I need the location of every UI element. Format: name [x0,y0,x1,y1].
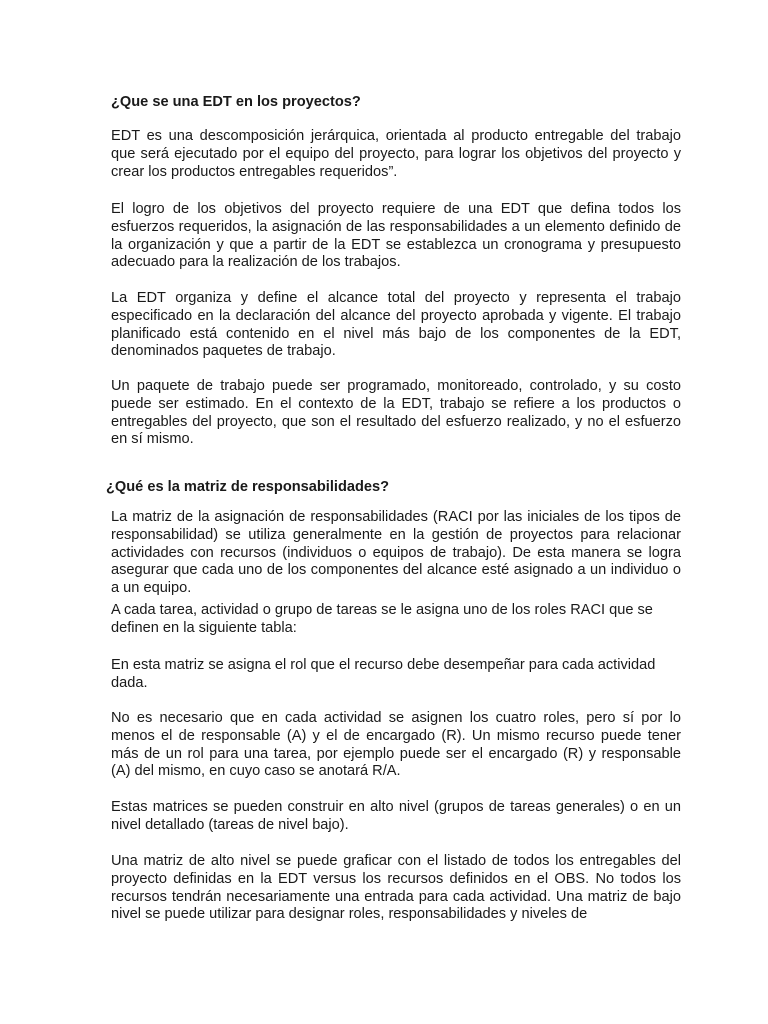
edt-paragraph-1: EDT es una descomposición jerárquica, orientada al producto entregable del trabajo que será ejecutado por el equipo del proyecto, para lograr los objetivos del proyecto y crear los productos entregables requeridos”. [111,128,681,180]
section-heading-raci: ¿Qué es la matriz de responsabilidades? [106,479,390,495]
raci-paragraph-3: En esta matriz se asigna el rol que el recurso debe desempeñar para cada actividad dada. [111,657,656,691]
section-heading-edt: ¿Que se una EDT en los proyectos? [111,94,361,110]
edt-paragraph-4: Un paquete de trabajo puede ser programado, monitoreado, controlado, y su costo puede ser estimado. En el contexto de la EDT, trabajo se refiere a los productos o entregables del proyecto, que son el resultado del esfuerzo realizado, y no el esfuerzo en sí mismo. [111,378,681,448]
edt-paragraph-3: La EDT organiza y define el alcance total del proyecto y representa el trabajo especificado en la declaración del alcance del proyecto aprobada y vigente. El trabajo planificado está contenido en el nivel más bajo de los componentes de la EDT, denominados paquetes de trabajo. [111,290,681,360]
raci-paragraph-5: Estas matrices se pueden construir en alto nivel (grupos de tareas generales) o en un nivel detallado (tareas de nivel bajo). [111,799,681,833]
raci-paragraph-1: La matriz de la asignación de responsabilidades (RACI por las iniciales de los tipos de responsabilidad) se utiliza generalmente en la gestión de proyectos para relacionar actividades con recursos (individuos o equipos de trabajo). De esta manera se logra asegurar que cada uno de los componentes del alcance esté asignado a un individuo o a un equipo. [111,509,681,597]
raci-paragraph-4: No es necesario que en cada actividad se asignen los cuatro roles, pero sí por lo menos el de responsable (A) y el de encargado (R). Un mismo recurso puede tener más de un rol para una tarea, por ejemplo puede ser el encargado (R) y responsable (A) del mismo, en cuyo caso se anotará R/A. [111,710,681,780]
raci-paragraph-2: A cada tarea, actividad o grupo de tareas se le asigna uno de los roles RACI que se definen en la siguiente tabla: [111,602,653,636]
edt-paragraph-2: El logro de los objetivos del proyecto requiere de una EDT que defina todos los esfuerzos requeridos, la asignación de las responsabilidades a un elemento definido de la organización y que a partir de la EDT se establezca un cronograma y presupuesto adecuado para la realización de los trabajos. [111,201,681,271]
raci-paragraph-6: Una matriz de alto nivel se puede graficar con el listado de todos los entregables del proyecto definidas en la EDT versus los recursos definidos en el OBS. No todos los recursos tendrán necesariamente una entrada para cada actividad. Una matriz de bajo nivel se puede utilizar para designar roles, responsabilidades y niveles de [111,853,681,923]
